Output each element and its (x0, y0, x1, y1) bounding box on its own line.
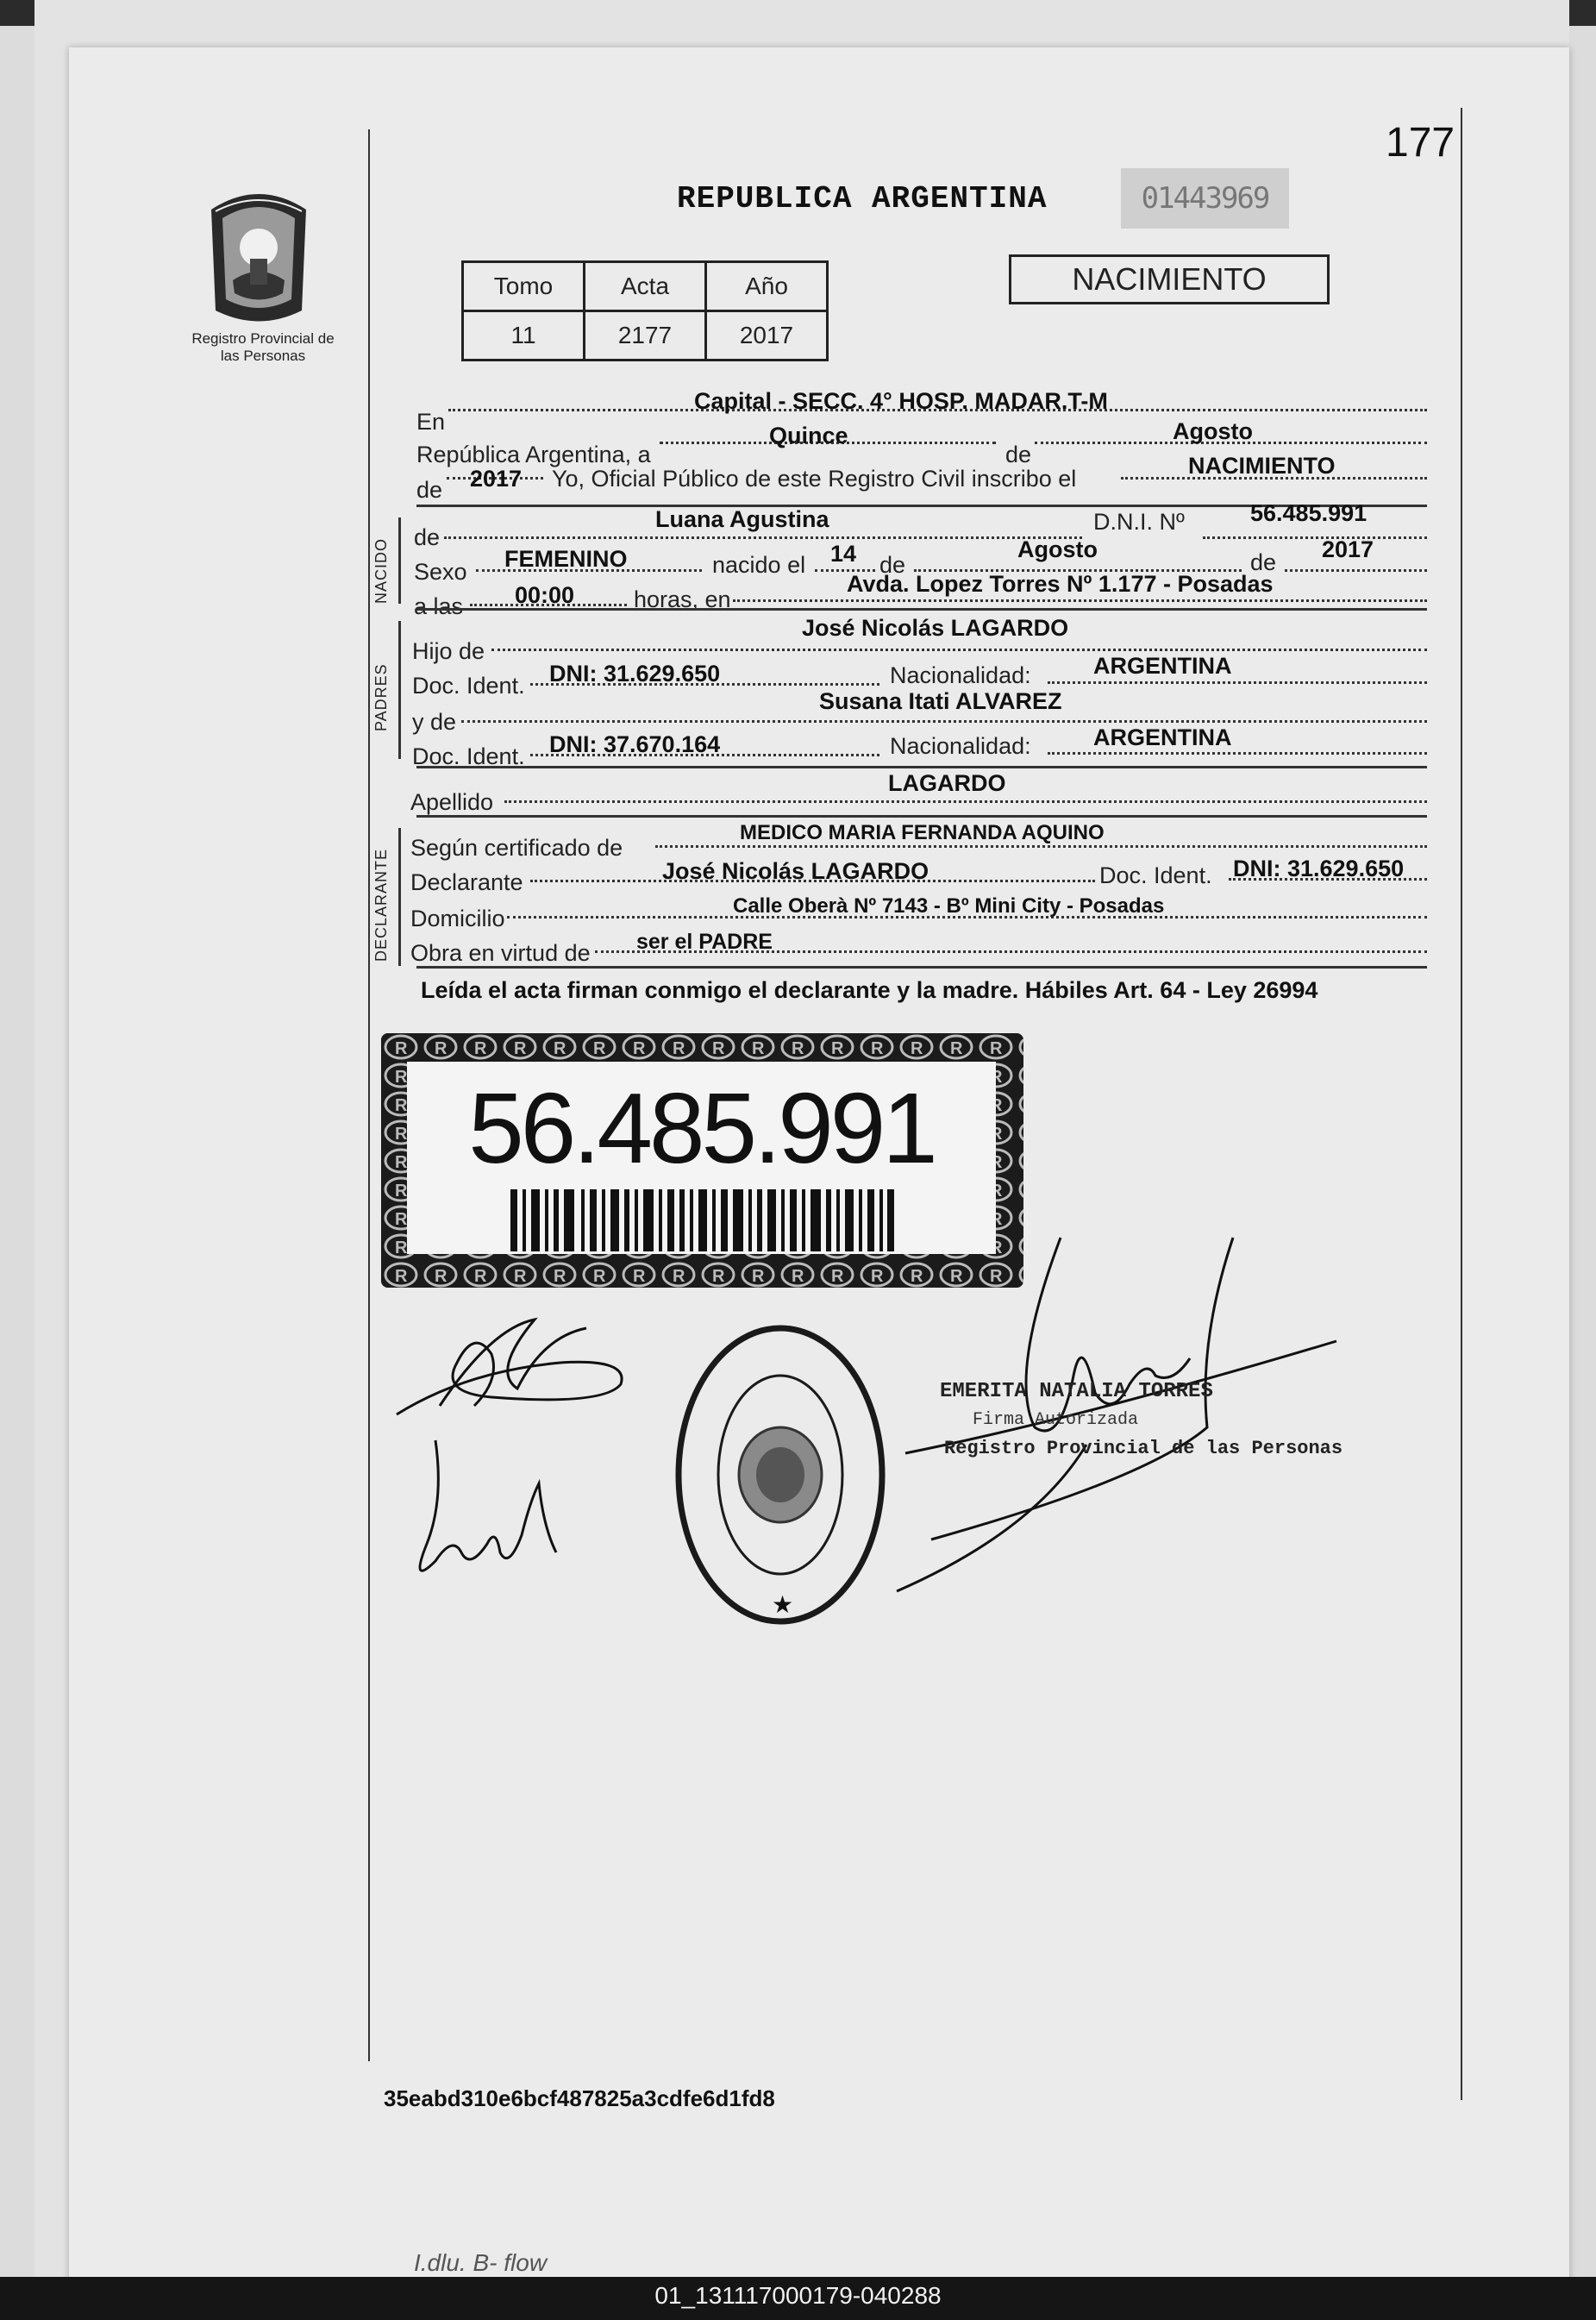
left-margin-rule (368, 129, 370, 2061)
register-header-tomo: Tomo (463, 262, 585, 311)
page-number: 177 (1386, 120, 1455, 166)
label-father-nat: Nacionalidad: (890, 662, 1031, 688)
section-rule (416, 608, 1427, 611)
father-doc-value: DNI: 31.629.650 (549, 661, 721, 687)
registry-seal-icon (673, 1320, 888, 1630)
register-value-tomo: 11 (463, 311, 585, 361)
section-bar-padres (398, 621, 401, 759)
label-dni: D.N.I. Nº (1093, 509, 1185, 535)
register-table (461, 260, 829, 361)
section-rule (416, 966, 1427, 969)
birth-day-value: 14 (830, 541, 857, 567)
section-label-padres: PADRES (372, 663, 390, 731)
dni-sticker-number: 56.485.991 (468, 1072, 935, 1184)
nacido-name-value: Luana Agustina (655, 506, 829, 532)
label-de: de (1005, 442, 1032, 467)
section-bar-nacido (398, 517, 401, 604)
register-value-ano: 2017 (706, 311, 828, 361)
section-label-declarante: DECLARANTE (372, 848, 390, 962)
dotted-line (655, 845, 1427, 848)
label-apellido: Apellido (410, 789, 494, 815)
declarant-signature (388, 1311, 647, 1432)
dotted-line (1048, 752, 1427, 755)
registry-caption: Registro Provincial de las Personas (191, 330, 335, 364)
birth-hour-value: 00:00 (515, 582, 575, 608)
intro-month-value: Agosto (1173, 418, 1253, 444)
label-horas-en: horas, en (634, 586, 731, 612)
official-registry: Registro Provincial de las Personas (944, 1438, 1343, 1459)
label-official: Yo, Oficial Público de este Registro Civil inscribo el (552, 466, 1077, 492)
mother-signature (401, 1432, 582, 1596)
label-mother-doc: Doc. Ident. (412, 743, 525, 769)
intro-act-value: NACIMIENTO (1188, 453, 1336, 479)
section-label-nacido: NACIDO (372, 537, 390, 604)
label-domicilio: Domicilio (410, 906, 505, 931)
label-nacido-el: nacido el (712, 552, 806, 578)
certificate-value: MEDICO MARIA FERNANDA AQUINO (740, 821, 1105, 844)
official-role: Firma Autorizada (973, 1410, 1139, 1430)
closing-statement: Leída el acta firman conmigo el declarante y la madre. Hábiles Art. 64 - Ley 26994 (421, 977, 1318, 1003)
label-nacido-de: de (414, 524, 441, 550)
footer-code: 01_131117000179-040288 (654, 2282, 942, 2309)
label-republica: República Argentina, a (416, 442, 651, 467)
mother-name-value: Susana Itati ALVAREZ (819, 688, 1062, 714)
label-declarante: Declarante (410, 869, 523, 895)
label-birth-de: de (879, 552, 906, 578)
label-y-de: y de (412, 709, 457, 735)
section-rule (416, 766, 1427, 768)
section-bar-declarante (398, 828, 401, 966)
register-header-acta: Acta (585, 262, 706, 311)
page-title: REPUBLICA ARGENTINA (677, 181, 1048, 216)
label-birth-de2: de (1250, 549, 1277, 575)
dotted-line (1285, 569, 1427, 572)
dotted-line (491, 649, 1427, 651)
label-en: En (416, 409, 446, 435)
domicile-value: Calle Oberà Nº 7143 - Bº Mini City - Posadas (733, 894, 1165, 918)
label-a-las: a las (414, 593, 464, 619)
dotted-line (1048, 681, 1427, 684)
father-name-value: José Nicolás LAGARDO (802, 615, 1069, 641)
serial-number: 01443969 (1121, 168, 1289, 229)
intro-year-value: 2017 (470, 466, 523, 492)
birth-year-value: 2017 (1322, 536, 1374, 562)
label-father-doc: Doc. Ident. (412, 673, 525, 699)
dotted-line (444, 536, 1082, 539)
dotted-line (1203, 536, 1427, 539)
barcode-icon (510, 1189, 894, 1251)
sexo-value: FEMENINO (504, 546, 628, 572)
label-mother-nat: Nacionalidad: (890, 733, 1031, 759)
record-type-box: NACIMIENTO (1009, 254, 1330, 304)
document-hash: 35eabd310e6bcf487825a3cdfe6d1fd8 (384, 2085, 775, 2111)
birth-month-value: Agosto (1017, 536, 1098, 562)
register-header-ano: Año (706, 262, 828, 311)
dotted-line (733, 599, 1427, 602)
misiones-crest-icon (198, 185, 319, 328)
label-obra: Obra en virtud de (410, 940, 591, 966)
official-name: EMERITA NATALIA TORRES (940, 1380, 1213, 1403)
mother-doc-value: DNI: 37.670.164 (549, 731, 721, 757)
label-segun-certificado: Según certificado de (410, 835, 623, 861)
nacido-dni-value: 56.485.991 (1250, 500, 1368, 526)
dotted-line (504, 800, 1427, 803)
mother-nationality-value: ARGENTINA (1093, 724, 1232, 750)
father-nationality-value: ARGENTINA (1093, 653, 1232, 679)
declarant-doc-value: DNI: 31.629.650 (1233, 856, 1405, 881)
apellido-value: LAGARDO (888, 770, 1006, 796)
label-declarant-doc: Doc. Ident. (1099, 862, 1212, 888)
label-sexo: Sexo (414, 559, 467, 585)
register-value-acta: 2177 (585, 311, 706, 361)
declarant-name-value: José Nicolás LAGARDO (662, 858, 929, 884)
dotted-line (461, 720, 1427, 723)
intro-day-value: Quince (769, 423, 848, 448)
label-de-year: de (416, 477, 443, 503)
section-rule (416, 815, 1427, 818)
svg-text:★: ★ (772, 1590, 794, 1619)
handwritten-note: I.dlu. B- flow (414, 2249, 548, 2276)
obra-value: ser el PADRE (636, 930, 773, 954)
birth-place-value: Avda. Lopez Torres Nº 1.177 - Posadas (847, 571, 1274, 597)
place-value: Capital - SECC. 4° HOSP. MADAR.T-M (694, 388, 1108, 414)
label-hijo-de: Hijo de (412, 638, 485, 664)
right-margin-rule (1461, 108, 1462, 2100)
